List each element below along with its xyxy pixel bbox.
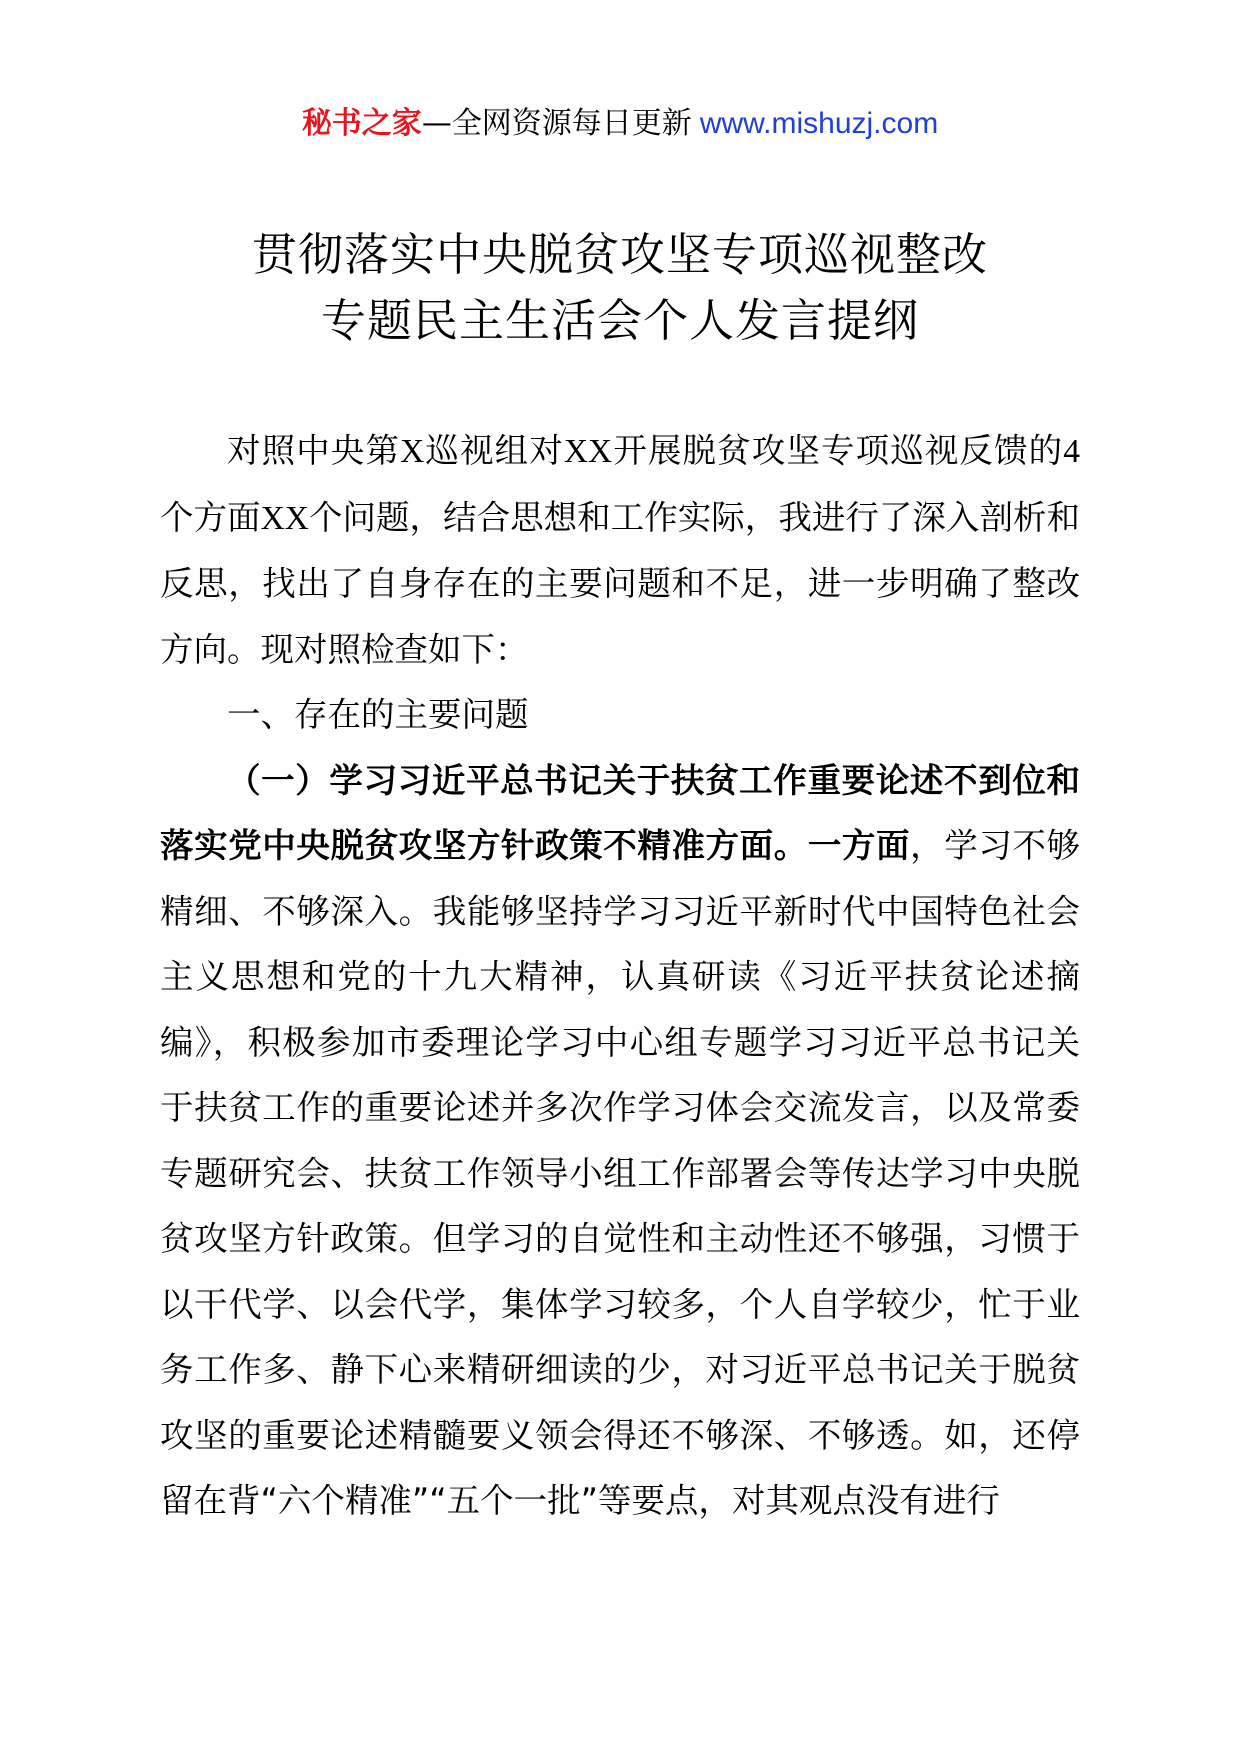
item-paragraph — [160, 748, 1080, 1534]
brand-name: 秘书之家 — [301, 106, 422, 141]
header-url-link[interactable]: www.mishuzj.com — [699, 107, 939, 140]
site-header — [0, 104, 1240, 144]
section-heading: 一、存在的主要问题 — [227, 695, 529, 734]
item-bold-lead: 一方面 — [807, 826, 911, 865]
intro-paragraph: 对照中央第X巡视组对XX开展脱贫攻坚专项巡视反馈的4个方面XX个问题，结合思想和工作实际，我进行了深入剖析和反思，找出了自身存在的主要问题和不足，进一步明确了整改方向。现对照检查如下： — [160, 431, 1081, 669]
item-text: ，学习不够精细、不够深入。我能够坚持学习习近平新时代中国特色社会主义思想和党的十九大精神，认真研读《习近平扶贫论述摘编》，积极参加市委理论学习中心组专题学习习近平总书记关于扶贫工作的重要论述并多次作学习体会交流发言，以及常委专题研究会、扶贫工作领导小组工作部署会等传达学习中央脱贫攻坚方针政策。但学习的自觉性和主动性还不够强，习惯于以干代学、以会代学，集体学习较多，个人自学较少，忙于业务工作多、静下心来精研细读的少，对习近平总书记关于脱贫攻坚的重要论述精髓要义领会得还不够深、不够透。如，还停留在背“六个精准”“五个一批”等要点，对其观点没有进行 — [160, 826, 1081, 1520]
document-title — [0, 222, 1240, 354]
title-line-2: 专题民主生活会个人发言提纲 — [320, 294, 919, 347]
header-slogan: —全网资源每日更新 — [421, 106, 692, 141]
item-bold-title: （一）学习习近平总书记关于扶贫工作重要论述不到位和落实党中央脱贫攻坚方针政策不精准方面。 — [160, 760, 1080, 865]
document-body — [160, 418, 1080, 1534]
title-line-1: 贯彻落实中央脱贫攻坚专项巡视整改 — [251, 228, 988, 281]
